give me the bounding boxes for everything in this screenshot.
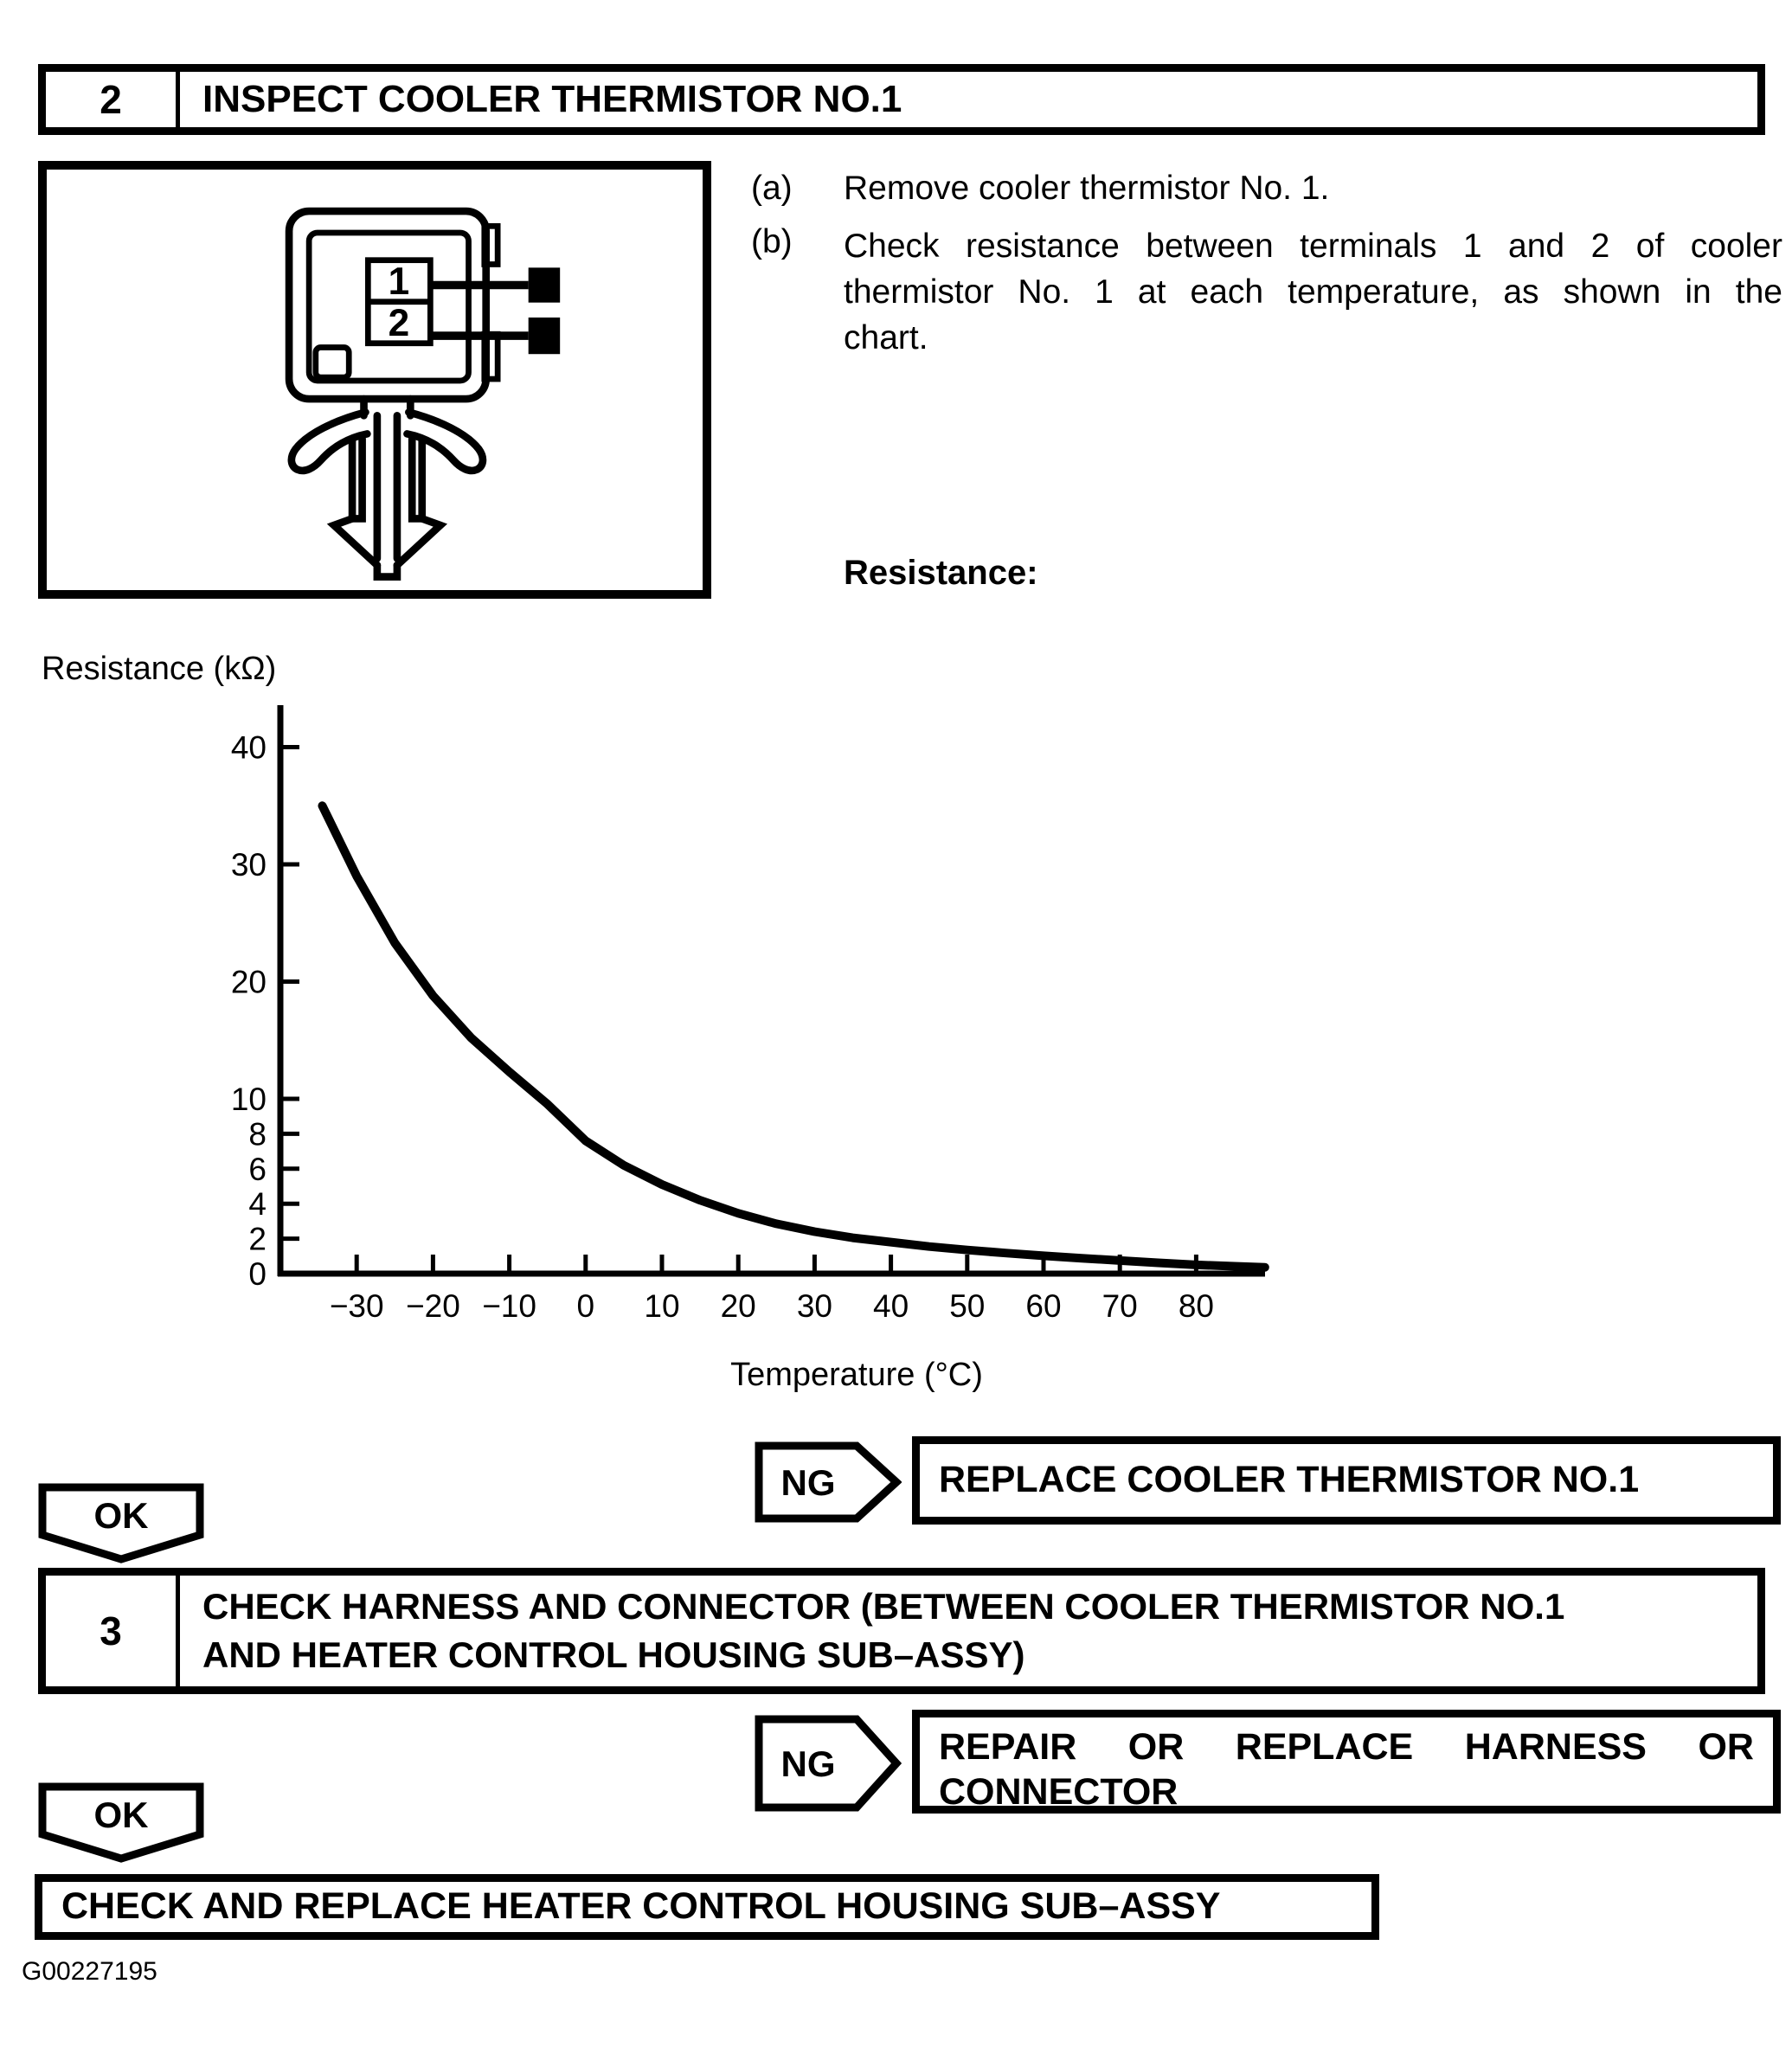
callout-1-label: 1 [536, 271, 552, 302]
resistance-curve [323, 806, 1265, 1267]
y-tick-label: 6 [248, 1151, 267, 1187]
figure-code: G00227195 [22, 1957, 157, 1986]
ok-banner-1-label: OK [93, 1495, 149, 1536]
ng-arrow-2 [755, 1715, 902, 1812]
connector-keyway [316, 348, 349, 378]
x-tick-label: 0 [576, 1288, 595, 1324]
final-action-box: CHECK AND REPLACE HEATER CONTROL HOUSING SUB–ASSY [35, 1874, 1379, 1940]
x-tick-label: 10 [644, 1288, 680, 1324]
prong-right [412, 439, 422, 518]
step-3-title-line-1: CHECK HARNESS AND CONNECTOR (BETWEEN COOLER THERMISTOR NO.1 [202, 1586, 1565, 1627]
x-tick-label: −10 [482, 1288, 536, 1324]
x-tick-label: 30 [796, 1288, 832, 1324]
repair-harness-line-1: REPAIR OR REPLACE HARNESS OR [939, 1726, 1754, 1768]
y-tick-label: 40 [230, 729, 267, 766]
chart-x-axis-title: Temperature (°C) [730, 1357, 983, 1393]
x-tick-label: 60 [1025, 1288, 1062, 1324]
y-tick-label: 0 [248, 1256, 267, 1292]
barb-left [334, 518, 377, 565]
terminal-1-label: 1 [388, 260, 410, 304]
ng-arrow-1-label: NG [780, 1462, 836, 1503]
item-b-line-3: chart. [844, 319, 928, 356]
x-tick-label: −30 [329, 1288, 384, 1324]
connector-figure-box [38, 161, 711, 599]
result-box-replace-thermistor: REPLACE COOLER THERMISTOR NO.1 [912, 1436, 1781, 1525]
item-a-marker: (a) [751, 170, 793, 207]
x-tick-label: 20 [720, 1288, 756, 1324]
resistance-spec-label: Resistance: [844, 554, 1038, 592]
item-b-marker: (b) [751, 223, 793, 260]
x-tick-label: 80 [1178, 1288, 1214, 1324]
prong-left [352, 439, 363, 518]
ng-arrow-2-label: NG [780, 1743, 836, 1784]
y-tick-label: 30 [230, 847, 267, 883]
item-b-line-1: Check resistance between terminals 1 and 2 of cooler [844, 228, 1782, 265]
ng-arrow-1 [755, 1441, 902, 1523]
y-tick-label: 2 [248, 1221, 267, 1257]
step-3-header [38, 1568, 1765, 1694]
step-2-title: INSPECT COOLER THERMISTOR NO.1 [202, 78, 902, 120]
step-2-number: 2 [46, 72, 180, 127]
tip [377, 565, 397, 576]
x-tick-label: −20 [406, 1288, 460, 1324]
step-3-title [180, 1576, 1757, 1686]
step-3-number: 3 [46, 1576, 180, 1686]
ok-banner-2-label: OK [93, 1794, 149, 1835]
x-tick-label: 70 [1102, 1288, 1138, 1324]
clip-legs [292, 399, 483, 577]
connector-tab-top [485, 226, 498, 264]
connector-diagram [47, 170, 703, 590]
step-2-header [38, 64, 1765, 135]
ok-banner-1 [38, 1483, 204, 1564]
callout-2-label: 2 [536, 322, 552, 353]
barb-right [397, 518, 440, 565]
x-tick-label: 40 [873, 1288, 909, 1324]
item-b-line-2: thermistor No. 1 at each temperature, as shown in the [844, 273, 1782, 311]
repair-harness-line-2: CONNECTOR [939, 1771, 1179, 1813]
result-box-repair-harness [912, 1710, 1781, 1814]
y-tick-label: 8 [248, 1116, 267, 1152]
item-b-text [844, 223, 1782, 361]
y-tick-label: 10 [230, 1082, 267, 1117]
ok-banner-2 [38, 1782, 204, 1864]
resistance-chart [208, 688, 1350, 1363]
terminal-2-label: 2 [388, 302, 410, 345]
chart-y-axis-title: Resistance (kΩ) [42, 651, 277, 687]
x-tick-label: 50 [949, 1288, 986, 1324]
connector-tab-bottom [485, 334, 498, 379]
y-tick-label: 20 [230, 964, 267, 1000]
step-3-title-line-2: AND HEATER CONTROL HOUSING SUB–ASSY) [202, 1634, 1025, 1675]
y-tick-label: 4 [248, 1186, 267, 1223]
item-a-text: Remove cooler thermistor No. 1. [844, 170, 1330, 207]
